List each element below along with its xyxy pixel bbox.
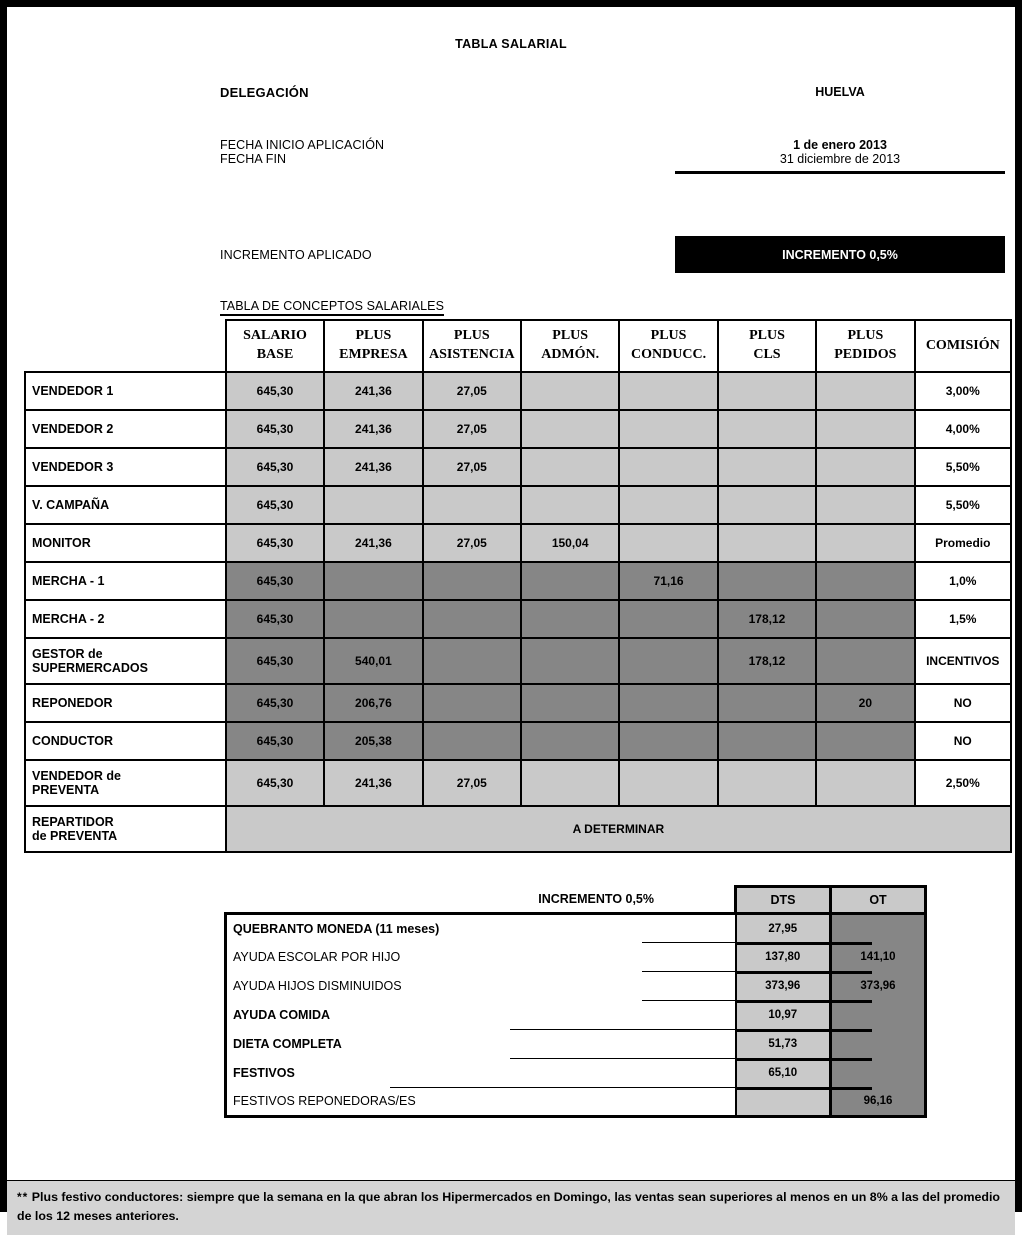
- footnote: [7, 1180, 1015, 1235]
- row-label: MONITOR: [25, 524, 226, 562]
- supplement-ot-value: 141,10: [831, 943, 926, 972]
- cell-r6-c6: [816, 600, 914, 638]
- cell-r6-c0: 645,30: [226, 600, 324, 638]
- commission-cell: NO: [915, 722, 1011, 760]
- cell-r5-c0: 645,30: [226, 562, 324, 600]
- row-label: VENDEDOR 3: [25, 448, 226, 486]
- supplements-table-wrapper: [224, 885, 924, 1118]
- supplement-row: [226, 1059, 926, 1088]
- cell-r9-c3: [521, 722, 619, 760]
- cell-r2-c0: 645,30: [226, 448, 324, 486]
- cell-r7-c2: [423, 638, 521, 684]
- cell-r2-c6: [816, 448, 914, 486]
- supplements-increment-label: INCREMENTO 0,5%: [226, 887, 736, 914]
- cell-r7-c6: [816, 638, 914, 684]
- cell-r5-c4: 71,16: [619, 562, 717, 600]
- cell-r9-c6: [816, 722, 914, 760]
- cell-r1-c5: [718, 410, 816, 448]
- start-date-row: [220, 138, 1005, 152]
- table-row: [25, 760, 1011, 806]
- cell-r0-c0: 645,30: [226, 372, 324, 410]
- row-label: MERCHA - 2: [25, 600, 226, 638]
- cell-r7-c1: 540,01: [324, 638, 422, 684]
- cell-r8-c4: [619, 684, 717, 722]
- cell-r3-c2: [423, 486, 521, 524]
- cell-r4-c6: [816, 524, 914, 562]
- delegation-value: HUELVA: [815, 85, 865, 99]
- commission-cell: NO: [915, 684, 1011, 722]
- cell-r7-c5: 178,12: [718, 638, 816, 684]
- cell-r1-c4: [619, 410, 717, 448]
- supplement-label: AYUDA COMIDA: [226, 1001, 736, 1030]
- cell-r1-c6: [816, 410, 914, 448]
- cell-r5-c1: [324, 562, 422, 600]
- commission-cell: 5,50%: [915, 486, 1011, 524]
- commission-cell: Promedio: [915, 524, 1011, 562]
- cell-r7-c3: [521, 638, 619, 684]
- supplement-dts-value: [736, 1088, 831, 1117]
- supplements-table: [224, 885, 927, 1118]
- supplement-dts-value: 137,80: [736, 943, 831, 972]
- table-row: [25, 600, 1011, 638]
- footnote-text: Plus festivo conductores: siempre que la semana en la que abran los Hipermercados en Domingo, las ventas sean superiores al menos en un 8% a las del promedio de los 12 meses anteriores.: [17, 1189, 1000, 1223]
- column-header-ot: OT: [831, 887, 926, 914]
- cell-r4-c0: 645,30: [226, 524, 324, 562]
- cell-r2-c2: 27,05: [423, 448, 521, 486]
- row-label: VENDEDOR 2: [25, 410, 226, 448]
- cell-r0-c5: [718, 372, 816, 410]
- cell-r9-c1: 205,38: [324, 722, 422, 760]
- supplement-dts-value: 373,96: [736, 972, 831, 1001]
- concepts-table-title: [7, 299, 1015, 313]
- cell-r10-c0: 645,30: [226, 760, 324, 806]
- cell-r0-c6: [816, 372, 914, 410]
- cell-r1-c2: 27,05: [423, 410, 521, 448]
- table-row: [25, 372, 1011, 410]
- supplement-label: AYUDA ESCOLAR POR HIJO: [226, 943, 736, 972]
- supplement-ot-value: [831, 1001, 926, 1030]
- cell-r10-c5: [718, 760, 816, 806]
- cell-r10-c3: [521, 760, 619, 806]
- cell-r5-c6: [816, 562, 914, 600]
- increment-banner: INCREMENTO 0,5%: [675, 236, 1005, 273]
- end-date-row: [220, 152, 1005, 166]
- footnote-marker: **: [17, 1189, 29, 1204]
- salary-concepts-table: [24, 319, 1012, 853]
- commission-cell: 1,5%: [915, 600, 1011, 638]
- cell-r3-c3: [521, 486, 619, 524]
- supplement-label: QUEBRANTO MONEDA (11 meses): [226, 914, 736, 943]
- commission-cell: 3,00%: [915, 372, 1011, 410]
- row-label: CONDUCTOR: [25, 722, 226, 760]
- cell-r7-c0: 645,30: [226, 638, 324, 684]
- supplement-ot-value: [831, 1059, 926, 1088]
- column-header-dts: DTS: [736, 887, 831, 914]
- commission-cell: 2,50%: [915, 760, 1011, 806]
- cell-r8-c5: [718, 684, 816, 722]
- cell-r5-c5: [718, 562, 816, 600]
- column-header-3: PLUS ADMÓN.: [521, 320, 619, 372]
- supplement-label: FESTIVOS REPONEDORAS/ES: [226, 1088, 736, 1117]
- commission-cell: 1,0%: [915, 562, 1011, 600]
- column-header-5: PLUS CLS: [718, 320, 816, 372]
- column-header-7: COMISIÓN: [915, 320, 1011, 372]
- cell-r0-c3: [521, 372, 619, 410]
- supplement-row: [226, 1030, 926, 1059]
- cell-r2-c1: 241,36: [324, 448, 422, 486]
- end-date-value: 31 diciembre de 2013: [779, 152, 901, 166]
- row-label: REPONEDOR: [25, 684, 226, 722]
- cell-r6-c2: [423, 600, 521, 638]
- supplement-row: [226, 1088, 926, 1117]
- page-title: TABLA SALARIAL: [455, 37, 567, 51]
- commission-cell: 4,00%: [915, 410, 1011, 448]
- row-label: GESTOR de SUPERMERCADOS: [25, 638, 226, 684]
- cell-r5-c2: [423, 562, 521, 600]
- cell-r3-c4: [619, 486, 717, 524]
- cell-r1-c3: [521, 410, 619, 448]
- concepts-table-title-text: TABLA DE CONCEPTOS SALARIALES: [220, 299, 444, 316]
- cell-r2-c5: [718, 448, 816, 486]
- cell-r3-c1: [324, 486, 422, 524]
- supplement-ot-value: 373,96: [831, 972, 926, 1001]
- start-date-value: 1 de enero 2013: [793, 138, 887, 152]
- supplement-ot-value: 96,16: [831, 1088, 926, 1117]
- row-label: REPARTIDOR de PREVENTA: [25, 806, 226, 852]
- supplement-label: AYUDA HIJOS DISMINUIDOS: [226, 972, 736, 1001]
- commission-cell: 5,50%: [915, 448, 1011, 486]
- column-header-6: PLUS PEDIDOS: [816, 320, 914, 372]
- table-row: [25, 638, 1011, 684]
- table-row: [25, 486, 1011, 524]
- cell-r1-c1: 241,36: [324, 410, 422, 448]
- cell-r9-c0: 645,30: [226, 722, 324, 760]
- table-row: [25, 410, 1011, 448]
- cell-r2-c4: [619, 448, 717, 486]
- cell-r8-c0: 645,30: [226, 684, 324, 722]
- column-header-4: PLUS CONDUCC.: [619, 320, 717, 372]
- cell-r3-c5: [718, 486, 816, 524]
- cell-r9-c4: [619, 722, 717, 760]
- end-date-label: FECHA FIN: [220, 152, 287, 166]
- supplement-row: [226, 1001, 926, 1030]
- header-corner-cell: [25, 320, 226, 372]
- supplements-header-row: [226, 887, 926, 914]
- row-label: MERCHA - 1: [25, 562, 226, 600]
- supplement-ot-value: [831, 914, 926, 943]
- supplement-row: [226, 972, 926, 1001]
- row-label: VENDEDOR 1: [25, 372, 226, 410]
- delegation-label: DELEGACIÓN: [220, 85, 309, 100]
- cell-r4-c3: 150,04: [521, 524, 619, 562]
- cell-r4-c1: 241,36: [324, 524, 422, 562]
- table-row-repartidor: [25, 806, 1011, 852]
- cell-r0-c2: 27,05: [423, 372, 521, 410]
- cell-r4-c2: 27,05: [423, 524, 521, 562]
- cell-r4-c5: [718, 524, 816, 562]
- cell-r6-c3: [521, 600, 619, 638]
- cell-r10-c2: 27,05: [423, 760, 521, 806]
- supplement-row: [226, 914, 926, 943]
- cell-r3-c0: 645,30: [226, 486, 324, 524]
- cell-r9-c5: [718, 722, 816, 760]
- cell-r8-c3: [521, 684, 619, 722]
- column-header-2: PLUS ASISTENCIA: [423, 320, 521, 372]
- table-row: [25, 684, 1011, 722]
- cell-r6-c4: [619, 600, 717, 638]
- supplement-label: FESTIVOS: [226, 1059, 736, 1088]
- supplement-dts-value: 51,73: [736, 1030, 831, 1059]
- cell-r8-c2: [423, 684, 521, 722]
- cell-r2-c3: [521, 448, 619, 486]
- cell-r8-c6: 20: [816, 684, 914, 722]
- cell-r3-c6: [816, 486, 914, 524]
- supplement-dts-value: 10,97: [736, 1001, 831, 1030]
- cell-r6-c5: 178,12: [718, 600, 816, 638]
- table-header-row: [25, 320, 1011, 372]
- cell-r1-c0: 645,30: [226, 410, 324, 448]
- cell-r0-c1: 241,36: [324, 372, 422, 410]
- cell-r7-c4: [619, 638, 717, 684]
- column-header-0: SALARIO BASE: [226, 320, 324, 372]
- cell-r5-c3: [521, 562, 619, 600]
- commission-cell: INCENTIVOS: [915, 638, 1011, 684]
- cell-r10-c6: [816, 760, 914, 806]
- supplement-row: [226, 943, 926, 972]
- supplement-label: DIETA COMPLETA: [226, 1030, 736, 1059]
- column-header-1: PLUS EMPRESA: [324, 320, 422, 372]
- cell-r10-c1: 241,36: [324, 760, 422, 806]
- dates-block: [7, 138, 1015, 174]
- row-label: VENDEDOR de PREVENTA: [25, 760, 226, 806]
- cell-r0-c4: [619, 372, 717, 410]
- a-determinar-cell: A DETERMINAR: [226, 806, 1011, 852]
- supplement-dts-value: 65,10: [736, 1059, 831, 1088]
- delegation-row: [7, 85, 1015, 100]
- dates-underline: [675, 171, 1005, 174]
- table-row: [25, 562, 1011, 600]
- increment-row: [7, 236, 1015, 273]
- table-row: [25, 722, 1011, 760]
- table-row: [25, 448, 1011, 486]
- start-date-label: FECHA INICIO APLICACIÓN: [220, 138, 385, 152]
- supplement-ot-value: [831, 1030, 926, 1059]
- cell-r6-c1: [324, 600, 422, 638]
- supplement-dts-value: 27,95: [736, 914, 831, 943]
- cell-r10-c4: [619, 760, 717, 806]
- increment-label: INCREMENTO APLICADO: [220, 247, 372, 262]
- cell-r9-c2: [423, 722, 521, 760]
- row-label: V. CAMPAÑA: [25, 486, 226, 524]
- table-row: [25, 524, 1011, 562]
- cell-r8-c1: 206,76: [324, 684, 422, 722]
- cell-r4-c4: [619, 524, 717, 562]
